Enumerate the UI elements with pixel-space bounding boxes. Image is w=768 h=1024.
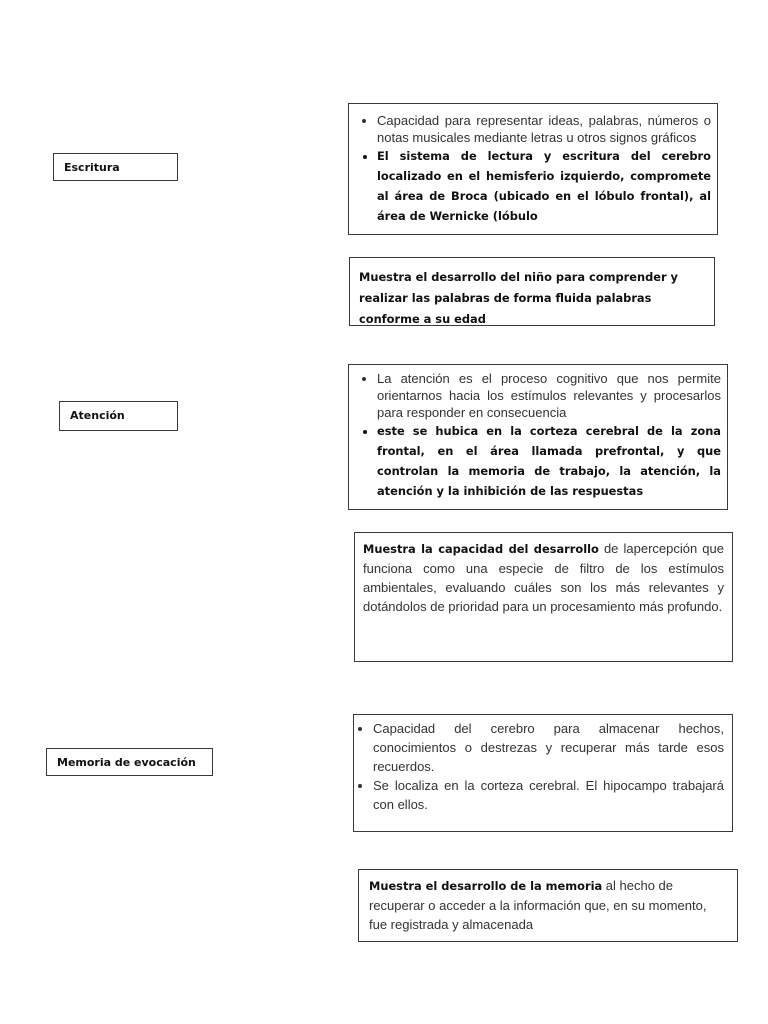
label-memoria-evocacion: [46, 748, 213, 776]
development-text-escritura: Muestra el desarrollo del niño para comprender y realizar las palabras de forma fluida palabras conforme a su edad: [359, 270, 678, 326]
definition-list-atencion: [355, 370, 721, 501]
development-text-memoria: al hecho de recuperar o acceder a la información que, en su momento, fue registrada y almacenada: [369, 878, 707, 932]
label-atencion-text: Atención: [70, 409, 125, 422]
development-box-escritura: [349, 257, 715, 326]
definition-bullet: • Capacidad del cerebro para almacenar hechos, conocimientos o destrezas y recuperar más tarde esos recuerdos.: [373, 719, 724, 776]
development-box-memoria: [358, 869, 738, 942]
development-text-atencion: de lapercepción que funciona como una especie de filtro de los estímulos ambientales, evaluando cuáles son los más relevantes y dotándolos de prioridad para un procesamiento más profundo.: [363, 541, 724, 614]
definition-list-memoria: [358, 719, 724, 814]
definition-list-escritura: [355, 112, 711, 223]
definition-box-memoria: [353, 714, 733, 832]
label-memoria-evocacion-text: Memoria de evocación: [57, 756, 196, 769]
definition-bullet: • Se localiza en la corteza cerebral. El hipocampo trabajará con ellos.: [373, 776, 724, 814]
development-box-atencion: [354, 532, 733, 662]
development-lead-memoria: Muestra el desarrollo de la memoria: [369, 879, 603, 893]
definition-bullet-bold: • El sistema de lectura y escritura del cerebro localizado en el hemisferio izquierdo, compromete al área de Broca (ubicado en el lóbulo frontal), al área de Wernicke (lóbulo: [377, 146, 711, 206]
label-escritura-text: Escritura: [64, 161, 120, 174]
definition-box-atencion: [348, 364, 728, 510]
label-escritura: [53, 153, 178, 181]
definition-box-escritura: [348, 103, 718, 235]
label-atencion: [59, 401, 178, 431]
definition-bullet-bold: • este se hubica en la corteza cerebral de la zona frontal, en el área llamada prefrontal, y que controlan la memoria de trabajo, la atención, la atención y la inhibición de las respuestas: [377, 421, 721, 501]
development-lead-atencion: Muestra la capacidad del desarrollo: [363, 542, 599, 556]
definition-bullet: • Capacidad para representar ideas, palabras, números o notas musicales mediante letras u otros signos gráficos: [377, 112, 711, 146]
definition-bullet: • La atención es el proceso cognitivo que nos permite orientarnos hacia los estímulos relevantes y procesarlos para responder en consecuencia: [377, 370, 721, 421]
